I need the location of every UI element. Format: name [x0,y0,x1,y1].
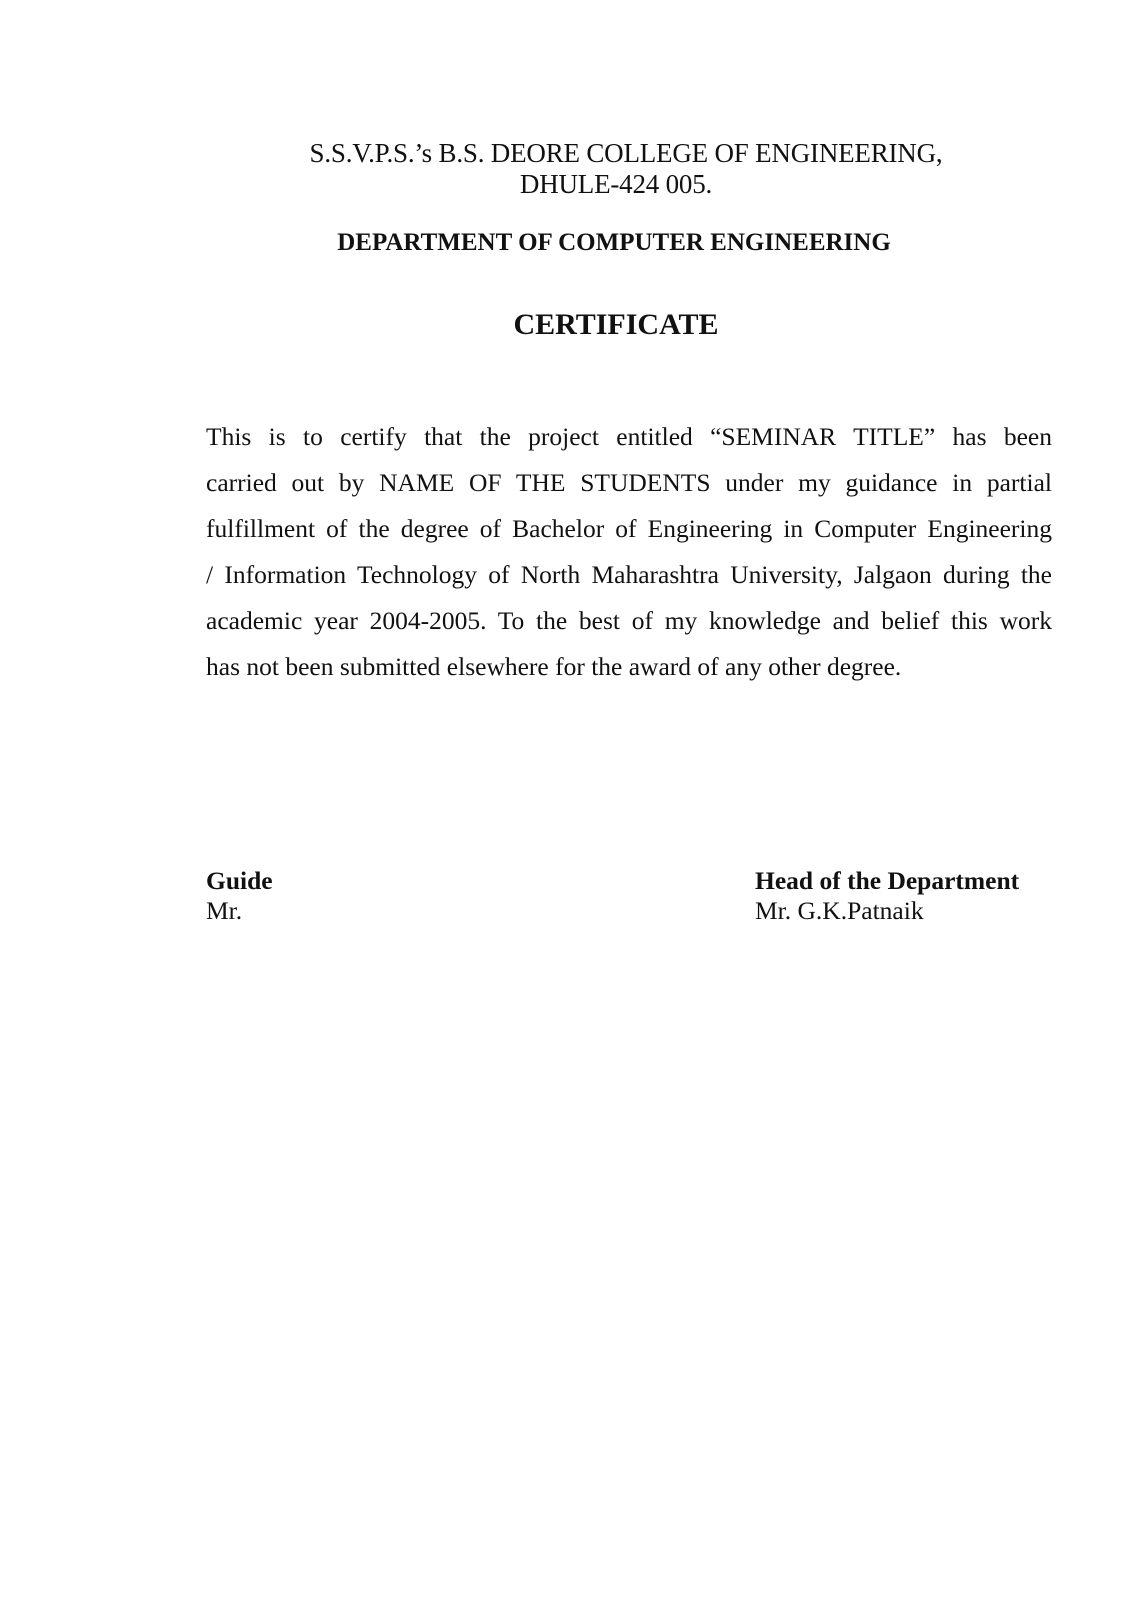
hod-role: Head of the Department [755,866,1020,895]
institution-name: S.S.V.P.S.’s B.S. DEORE COLLEGE OF ENGINEERING, [309,138,943,168]
body-line: carried out by NAME OF THE STUDENTS under my guidance in partial [206,468,1052,497]
body-line: This is to certify that the project entitled “SEMINAR TITLE” has been [206,422,1052,451]
body-line: / Information Technology of North Maharashtra University, Jalgaon during the [206,560,1052,589]
body-line: academic year 2004-2005. To the best of my knowledge and belief this work [206,606,1052,635]
certificate-body [206,414,1052,690]
hod-name: Mr. G.K.Patnaik [755,896,924,925]
guide-name: Mr. [206,896,243,925]
hod-signature-block [755,866,1019,926]
department-heading: DEPARTMENT OF COMPUTER ENGINEERING [337,229,891,256]
body-line: fulfillment of the degree of Bachelor of Engineering in Computer Engineering [206,514,1052,543]
body-line: has not been submitted elsewhere for the award of any other degree. [206,652,902,681]
guide-role: Guide [206,866,273,895]
certificate-title: CERTIFICATE [513,308,719,341]
institution-address: DHULE-424 005. [519,169,713,199]
guide-signature-block [206,866,273,926]
